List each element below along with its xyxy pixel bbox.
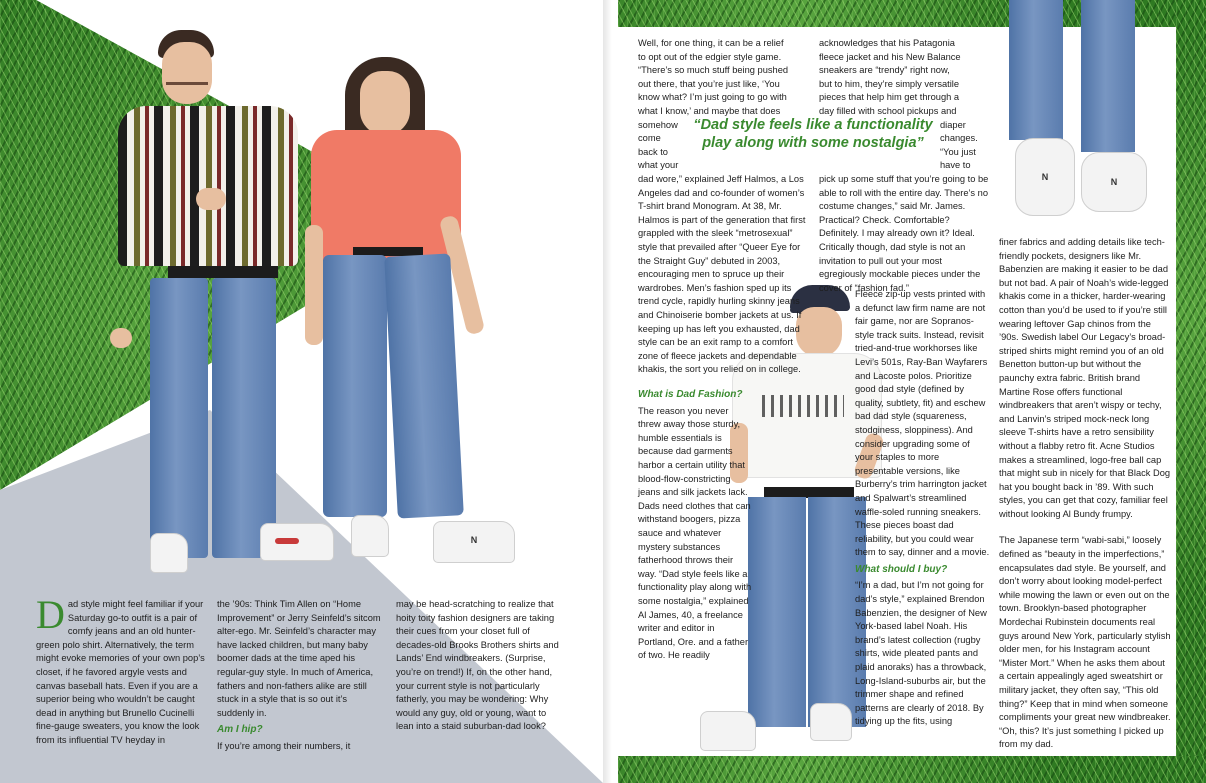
text-line: acknowledges that his Patagonia (819, 38, 955, 48)
column-6-text: finer fabrics and adding details like tech-friendly pockets, designers like Mr. Babenzien are making it easier to be dad but not bad. A pair of Noah’s wide-legged khakis come in a thicker, harder-wearing cotton than you’d be used to if you’re still wearing leftover Gap chinos from the ’90s. Swedish label Our Legacy’s broad-striped shirts might remind you of an old Benetton button-up but without the paunchy extra fabric. British brand Martine Rose offers functional windbreakers that aren’t wispy or techy, and Lanvin’s striped mock-neck long sleeve T-shirts have a retro sensibility without a flabby retro fit. Acne Studios makes a streamlined, logo-free ball cap that might sub in nicely for that Black Dog hat you bought back in ’89. With such styles, you can get that cozy, familiar feel without looking Al Bundy frumpy. (999, 237, 1171, 519)
column-5-lower (855, 288, 990, 729)
column-1-text: ad style might feel familiar if your Saturday go-to outfit is a pair of comfy jeans and an old hunter-green polo shirt. Alternatively, the term might evoke memories of your own pop’s closet, if he favored argyle vests and canvas baseball hats. Even if you are a superior being who wouldn’t be caught dead in anything but Brunello Cucinelli fine-gauge sweaters, you know the look from its influential TV heyday in (36, 599, 205, 745)
column-6 (999, 236, 1171, 752)
text-line: what I know,’ and maybe that does (638, 105, 781, 116)
text-line: back to (638, 146, 668, 157)
column-3 (396, 598, 566, 734)
text-line: somehow (638, 119, 678, 130)
sneaker-left: N (1015, 138, 1075, 216)
column-5-top (819, 37, 981, 173)
column-4-top (638, 37, 813, 173)
text-line: day filled with school pickups and (819, 105, 957, 116)
column-4-text-2: The reason you never threw away those sturdy, humble essentials is because dad garments harbor a certain utility that blood-flow-constricting jeans and silk jackets lack. Dads need clothes that can withstand boogers, pizza sauce and whatever mystery substances fatherhood throws their way. “Dad style feels like a functionality play along with some nostalgia,” explained Al James, 40, a freelance writer and editor in Portland, Ore. and a father of two. He readily (638, 405, 752, 661)
column-1 (36, 592, 208, 748)
column-5-text-3: “I’m a dad, but I’m not going for dad’s style,” explained Brendon Babenzien, the designer of New York-based label Noah. His brand’s latest collection (rugby shirts, wide pleated pants and plaid anoraks) has a throwback, Long-Island-suburbs air, but the trimmer shape and refined patterns are clearly of 2018. By tidying up the fits, using (855, 580, 987, 727)
heading-what-should-i-buy: What should I buy? (855, 563, 948, 575)
column-2-text: the ’90s: Think Tim Allen on “Home Improvement” or Jerry Seinfeld’s sitcom alter-ego. Mr. Seinfeld’s character may have lacked children, but many baby boomer dads at the time aped his regular-guy style. In much of America, fathers and non-fathers alike are still stuck in a style that is so out it’s suddenly in. (217, 599, 381, 718)
new-balance-logo: N (433, 521, 515, 563)
column-5-text: pick up some stuff that you’re going to be able to roll with the entire day. There’s no costume changes,” said Mr. James. Practical? Check. Comfortable? Definitely. I may already own it? Ideal. Critically though, dad style is not an invitation to pull out your most egregiously mockable pieces under the cover of “fashion fad.” (819, 174, 989, 293)
photo-woman-coral-tee (305, 55, 525, 575)
pull-quote-line-2: play along with some nostalgia” (702, 135, 924, 151)
column-4-lower (638, 388, 753, 663)
text-line: have to (940, 160, 971, 171)
grass-strip-bottom (618, 756, 1206, 783)
text-line: “You just (940, 146, 976, 157)
pull-quote-line-1: “Dad style feels like a functionality (693, 117, 933, 133)
text-line: diaper (940, 119, 966, 130)
column-5-text-2: Fleece zip-up vests printed with a defunct law firm name are not fair game, nor are Sopranos-style track suits. Instead, revisit tried-and-true workhorses like Levi’s 501s, Ray-Ban Wayfarers and Lacoste polos. Prioritize good dad style (defined by quality, subtlety, fit) and eschew bad dad style (squareness, stodginess, sloppiness). And consider upgrading some of your staples to more presentable versions, like Burberry’s trim harrington jacket and Spalwart’s streamlined waffle-soled running sneakers. These pieces boast dad reliability, but you could wear them to say, dinner and a movie. (855, 289, 990, 558)
text-line: “There’s so much stuff being pushed (638, 65, 789, 76)
photo-legs-jeans-sneakers (985, 0, 1160, 220)
column-4-text: dad wore,” explained Jeff Halmos, a Los Angeles dad and co-founder of women’s T-shirt brand Monogram. At 38, Mr. Halmos is part of the generation that first grappled with the sleek “metrosexual” style that prevailed after “Queer Eye for the Straight Guy” debuted in 2003, encouraging men to spruce up their wardrobes. Men’s fashion sped up its trend cycle, rapidly hurling skinny jeans and Chinoiserie bomber jackets at us. If keeping up has left you exhausted, dad style can be an exit ramp to a comfort zone of fleece jackets and dependable khakis, the sort you relied on in college. (638, 174, 806, 375)
text-line: but to him, they’re simply versatile (819, 78, 960, 89)
drop-cap: D (36, 592, 65, 637)
text-line: changes. (940, 133, 978, 144)
text-line: out there, that you’re just like, ‘You (638, 78, 780, 89)
column-5-body (819, 173, 989, 295)
text-line: pieces that help him get through a (819, 92, 960, 103)
column-3-text: may be head-scratching to realize that hoity toity fashion designers are taking their cues from your closet full of decades-old Brooks Brothers shirts and Lands’ End windbreakers. (Surprise, you’re on trend!) If, on the other hand, your current style is not particularly fatherly, you may be wondering: Why would any guy, old or young, want to lean into a staid suburban-dad look? (396, 599, 559, 732)
grass-strip-right (1176, 0, 1206, 783)
page-gutter (603, 0, 618, 783)
photo-man-striped-shirt (110, 28, 310, 578)
text-line: come (638, 133, 661, 144)
column-2-text-2: If you’re among their numbers, it (217, 740, 351, 751)
text-line: Well, for one thing, it can be a relief (638, 38, 784, 48)
column-6-text-2: The Japanese term “wabi-sabi,” loosely defined as “beauty in the imperfections,” encapsulates dad style. Be yourself, and don’t worry about looking model-perfect while mowing the lawn or even out on the town. Brooklyn-based photographer Mordechai Rubinstein documents real guys around New York, particularly stylish older men, for his Instagram account “Mister Mort.” When he asks them about a certain appealingly aged sweatshirt or military jacket, they often say, “This old thing?” Keep that in mind when someone compliments your great new windbreaker. “Oh, this? It’s just something I picked up from my dad. (999, 535, 1171, 750)
heading-what-is-dad-fashion: What is Dad Fashion? (638, 389, 743, 400)
text-line: what your (638, 160, 679, 171)
text-line: sneakers are “trendy” right now, (819, 65, 950, 76)
sneaker-right: N (1081, 152, 1147, 212)
text-line: know what? I’m just going to go with (638, 92, 787, 103)
text-line: fleece jacket and his New Balance (819, 51, 961, 62)
text-line: to opt out of the edgier style game. (638, 51, 782, 62)
column-4-body (638, 173, 810, 377)
heading-am-i-hip: Am I hip? (217, 724, 263, 736)
column-2 (217, 598, 385, 754)
